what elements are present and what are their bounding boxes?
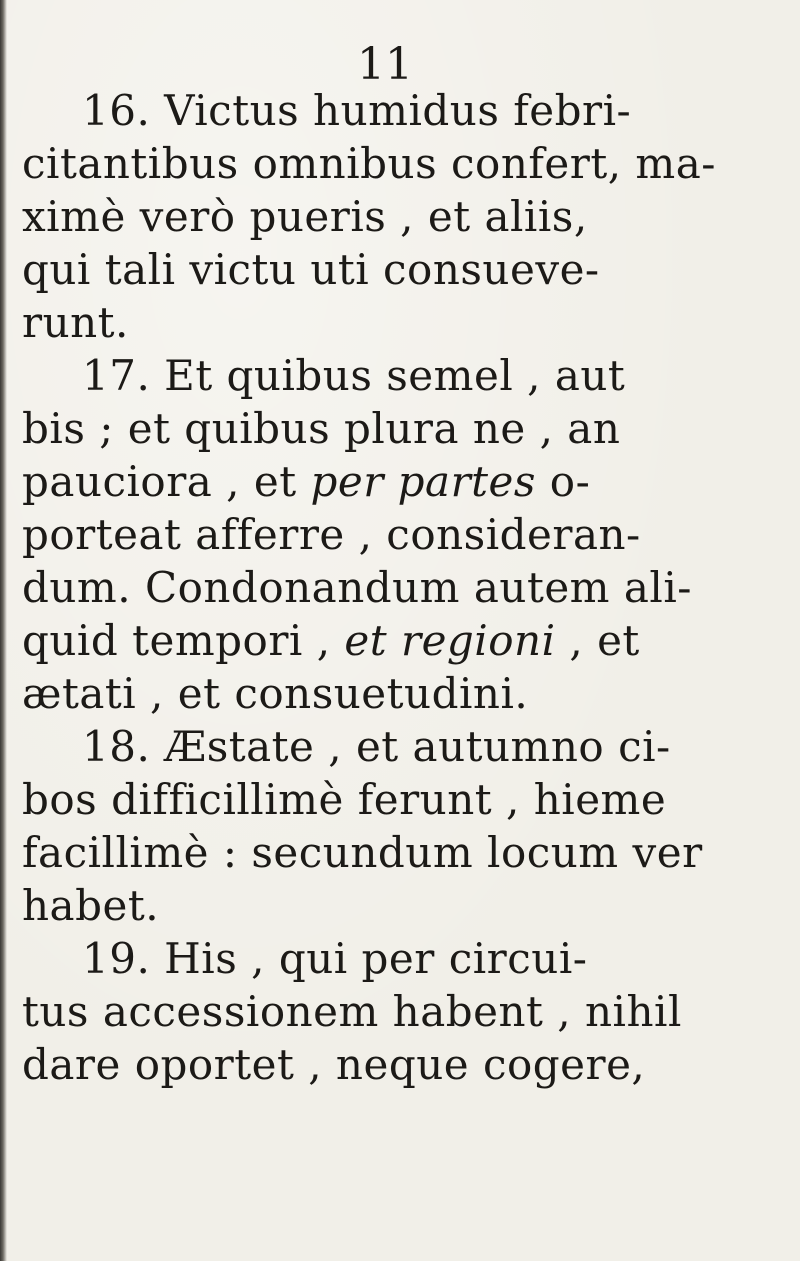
paragraph-17-line-1 (22, 349, 792, 402)
paragraph-18-line-2: bos difficillimè ferunt , hieme (22, 775, 667, 824)
paragraph-17-line-4: porteat afferre , consideran- (22, 510, 641, 559)
line-text-tail: , et (555, 616, 640, 665)
line-text: Æstate , et autumno ci- (164, 722, 671, 771)
paragraph-17-line-3 (22, 455, 792, 508)
text-body (22, 84, 792, 1091)
paragraph-17-line-5: dum. Condonandum autem ali- (22, 563, 692, 612)
paragraph-number: 16. (82, 86, 151, 135)
line-text: quid tempori , (22, 616, 345, 665)
paragraph-19-line-1 (22, 932, 792, 985)
paragraph-16-line-2: citantibus omnibus confert, ma- (22, 139, 716, 188)
paragraph-18-line-1 (22, 720, 792, 773)
italic-phrase: et regioni (344, 616, 556, 665)
line-text: Et quibus semel , aut (164, 351, 626, 400)
paragraph-18-line-3: facillimè : secundum locum ver (22, 828, 703, 877)
paragraph-16-line-5: runt. (22, 298, 129, 347)
line-text-tail: o- (535, 457, 591, 506)
paragraph-number: 17. (82, 351, 151, 400)
paragraph-17-line-2: bis ; et quibus plura ne , an (22, 404, 621, 453)
italic-phrase: per partes (310, 457, 536, 506)
paragraph-16-line-3: ximè verò pueris , et aliis, (22, 192, 588, 241)
paragraph-19-line-3: dare oportet , neque cogere, (22, 1040, 646, 1089)
paragraph-number: 18. (82, 722, 151, 771)
line-text: Victus humidus febri- (164, 86, 632, 135)
paragraph-number: 19. (82, 934, 151, 983)
paragraph-19-line-2: tus accessionem habent , nihil (22, 987, 682, 1036)
line-text: pauciora , et (22, 457, 311, 506)
line-text: His , qui per circui- (164, 934, 588, 983)
paragraph-18-line-4: habet. (22, 881, 160, 930)
binding-edge (0, 0, 7, 1261)
paragraph-16-line-1 (22, 84, 792, 137)
paragraph-16-line-4: qui tali victu uti consueve- (22, 245, 600, 294)
paragraph-17-line-7: ætati , et consuetudini. (22, 669, 529, 718)
paragraph-17-line-6 (22, 614, 792, 667)
page-number: 11 (357, 39, 413, 90)
